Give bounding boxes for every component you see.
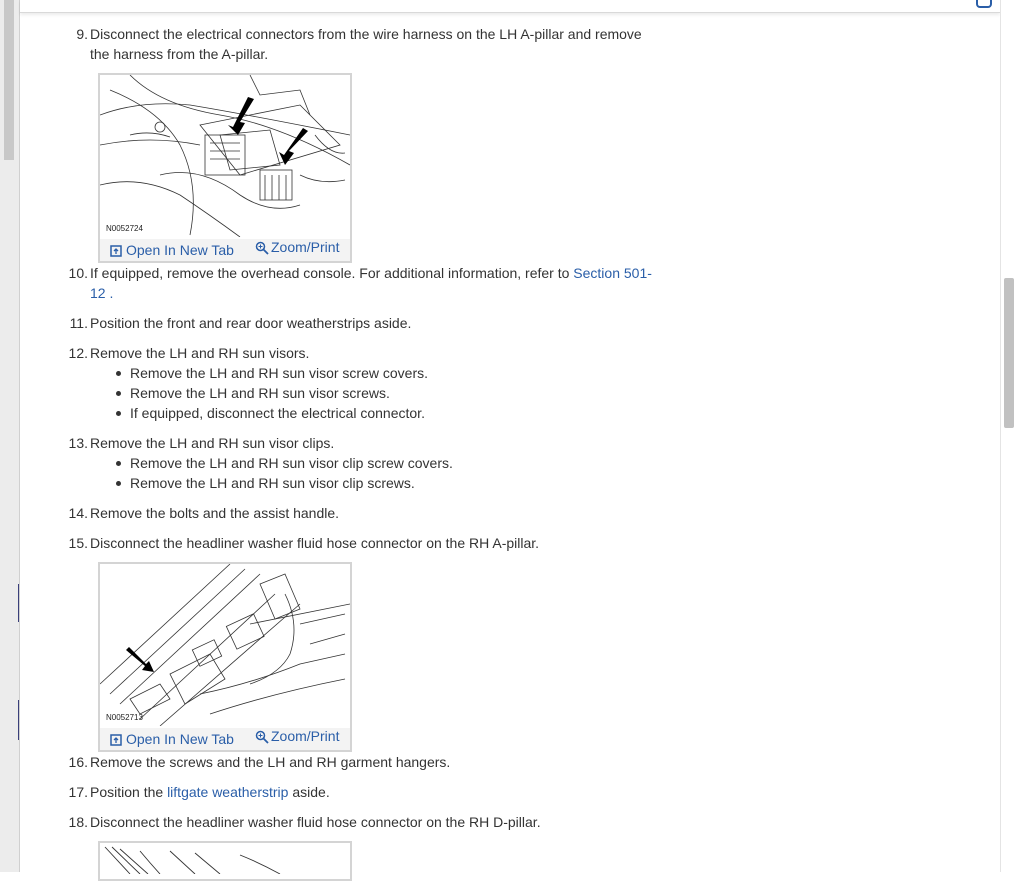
step-text: If equipped, remove the overhead console. For additional information, refer to Section 501- 12 .	[90, 265, 652, 301]
scrollbar-thumb[interactable]	[1004, 278, 1014, 428]
figure-illustration[interactable]	[100, 564, 350, 726]
step-text: Remove the screws and the LH and RH garment hangers.	[90, 754, 451, 770]
figure-n0052713	[98, 562, 352, 752]
step-number: 10.	[68, 265, 88, 281]
open-in-new-tab-link[interactable]: Open In New Tab	[110, 242, 234, 258]
step-text: Position the front and rear door weatherstrips aside.	[90, 315, 412, 331]
zoom-icon	[255, 730, 269, 744]
step-text: Remove the LH and RH sun visors.	[90, 345, 310, 361]
top-toolbar	[20, 0, 1000, 13]
bullet-item: If equipped, disconnect the electrical connector.	[130, 405, 425, 421]
figure-actions	[100, 239, 350, 261]
bullet-item: Remove the LH and RH sun visor clip screws.	[130, 475, 415, 491]
step-text: Disconnect the headliner washer fluid hose connector on the RH D-pillar.	[90, 814, 541, 830]
figure-illustration[interactable]	[100, 75, 350, 237]
toolbar-icon[interactable]	[976, 0, 992, 8]
bullet-item: Remove the LH and RH sun visor screws.	[130, 385, 390, 401]
zoom-print-link[interactable]: Zoom/Print	[255, 728, 339, 744]
step-text: Position the liftgate weatherstrip aside.	[90, 784, 330, 800]
step-number: 13.	[68, 435, 88, 451]
step-number: 15.	[68, 535, 88, 551]
open-new-tab-icon	[110, 245, 122, 257]
step-text: Remove the bolts and the assist handle.	[90, 505, 340, 521]
step-number: 11.	[69, 315, 88, 331]
open-new-tab-icon	[110, 734, 122, 746]
step-number: 12.	[68, 345, 88, 361]
step-text: Disconnect the headliner washer fluid hose connector on the RH A-pillar.	[90, 535, 540, 551]
step-number: 17.	[68, 784, 88, 800]
bullet-item: Remove the LH and RH sun visor clip screw covers.	[130, 455, 453, 471]
step-number: 9.	[76, 26, 88, 42]
figure-code: N0052713	[106, 713, 143, 722]
bullet-item: Remove the LH and RH sun visor screw covers.	[130, 365, 428, 381]
zoom-icon	[255, 241, 269, 255]
figure-actions	[100, 728, 350, 750]
liftgate-weatherstrip-link[interactable]: liftgate weatherstrip	[167, 784, 289, 800]
step-text: Remove the LH and RH sun visor clips.	[90, 435, 335, 451]
page-scrollbar[interactable]	[1000, 0, 1015, 872]
section-501-12-link[interactable]: Section 501- 12 .	[90, 265, 652, 301]
step-number: 18.	[68, 814, 88, 830]
zoom-print-link[interactable]: Zoom/Print	[255, 239, 339, 255]
figure-partial	[98, 841, 352, 881]
step-number: 14.	[68, 505, 88, 521]
figure-n0052724	[98, 73, 352, 263]
step-text: Disconnect the electrical connectors from the wire harness on the LH A-pillar and remove the harness from the A-pillar.	[90, 26, 642, 62]
figure-illustration[interactable]	[100, 843, 350, 874]
step-number: 16.	[68, 754, 88, 770]
open-in-new-tab-link[interactable]: Open In New Tab	[110, 731, 234, 747]
figure-code: N0052724	[106, 224, 143, 233]
